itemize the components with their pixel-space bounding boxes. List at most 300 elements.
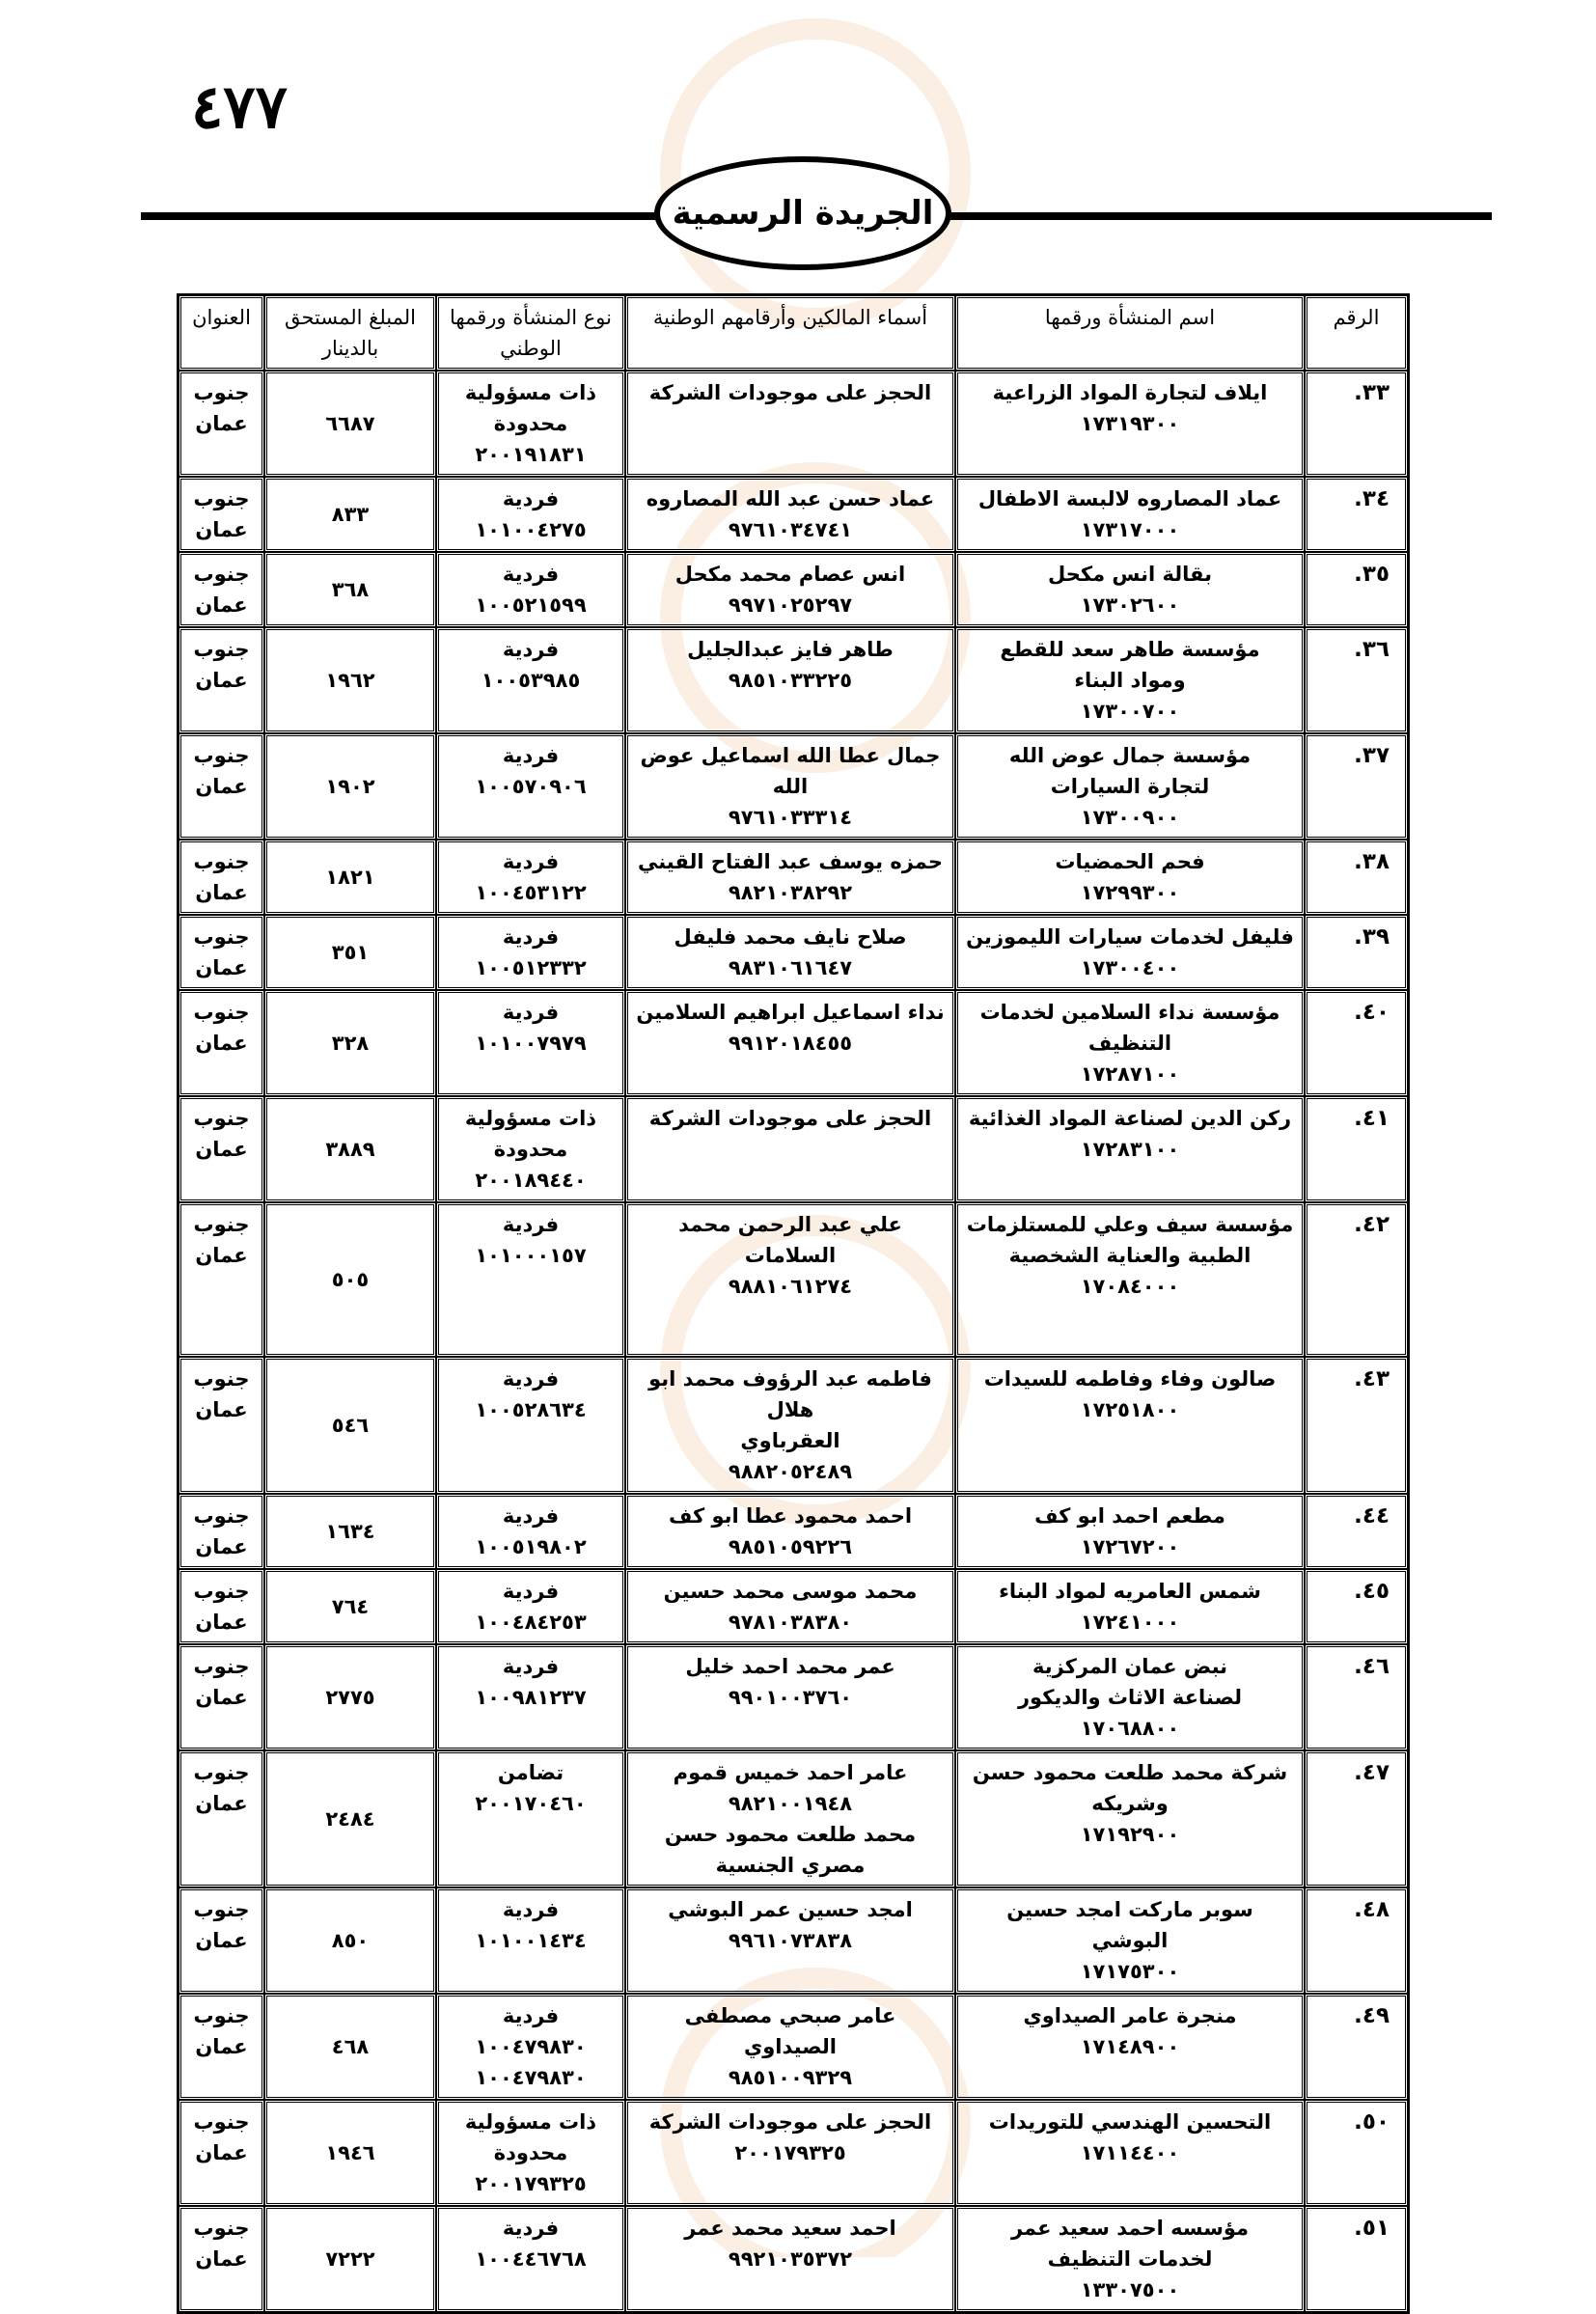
cell-type [436,627,625,733]
cell-number: ٣٨. [1305,840,1408,915]
cell-owners-line: ٩٩٧١٠٢٥٢٩٧ [728,593,853,617]
cell-address-line: عمان [195,669,248,692]
cell-establishment [955,627,1305,733]
table-header-row [179,295,1408,371]
cell-type-line: ٢٠٠١٧٠٤٦٠ [475,1792,587,1815]
cell-type [436,371,625,477]
cell-address-line: جنوب [193,2004,250,2027]
cell-amount: ٧٦٤ [264,1569,436,1644]
cell-establishment-line: مؤسسة سيف وعلي للمستلزمات [966,1213,1294,1236]
cell-type-line: فردية [502,925,560,949]
cell-establishment-line: ١٧٣١٧٠٠٠ [1080,518,1180,541]
cell-address [179,1202,264,1357]
table-row [179,1202,1408,1357]
cell-type-line: فردية [502,1213,560,1236]
cell-number: ٣٩. [1305,915,1408,990]
cell-address-line: جنوب [193,925,250,949]
cell-establishment [955,1569,1305,1644]
cell-type-line: محدودة [493,412,568,435]
cell-address-line: جنوب [193,2217,250,2240]
table-row [179,733,1408,840]
cell-owners-line: ٩٩٦١٠٧٣٨٣٨ [728,1929,853,1952]
cell-owners [625,1357,955,1494]
cell-type-line: ١٠١٠٠١٤٣٤ [475,1929,587,1952]
cell-establishment-line: ١٧٣١٩٣٠٠ [1080,412,1180,435]
cell-type-line: ١٠١٠٠٠١٥٧ [475,1244,587,1267]
cell-owners [625,915,955,990]
cell-establishment-line: ١٧٢٩٩٣٠٠ [1080,881,1180,904]
cell-type [436,915,625,990]
cell-amount: ٣٨٨٩ [264,1096,436,1202]
cell-establishment-line: لتجارة السيارات [1050,775,1210,798]
cell-address [179,990,264,1096]
cell-type-line: فردية [502,1504,560,1528]
cell-amount: ٣٥١ [264,915,436,990]
cell-type [436,2206,625,2312]
cell-owners-line: عماد حسن عبد الله المصاروه [646,487,935,510]
cell-number: ٣٥. [1305,552,1408,627]
cell-type-line: ١٠٠٩٨١٢٣٧ [475,1686,587,1709]
cell-type [436,1202,625,1357]
table-row [179,477,1408,552]
cell-address-line: عمان [195,1398,248,1421]
cell-amount: ٣٦٨ [264,552,436,627]
cell-establishment-line: ١٧٠٨٤٠٠٠ [1080,1275,1180,1298]
cell-establishment [955,1750,1305,1887]
cell-owners [625,477,955,552]
cell-establishment-line: بقالة انس مكحل [1048,563,1212,586]
cell-type [436,1750,625,1887]
cell-owners-line: ٩٨٥١٠٠٩٣٢٩ [728,2066,853,2089]
cell-establishment-line: ١٧٣٠٠٧٠٠ [1080,700,1180,723]
cell-owners-line: الحجز على موجودات الشركة [648,1107,932,1130]
cell-type-line: ١٠٠٤٨٤٢٥٣ [475,1611,587,1634]
cell-type-line: ٢٠٠١٩١٨٣١ [475,443,587,466]
cell-establishment-line: سوبر ماركت امجد حسين البوشي [1006,1898,1253,1952]
cell-owners [625,733,955,840]
cell-address-line: جنوب [193,487,250,510]
cell-establishment-line: فحم الحمضيات [1055,850,1205,873]
cell-address-line: عمان [195,593,248,617]
cell-type-line: ٢٠٠١٨٩٤٤٠ [475,1169,587,1192]
cell-establishment [955,552,1305,627]
cell-owners-line: ٩٩٢١٠٣٥٣٧٢ [728,2247,853,2271]
cell-amount: ٥٤٦ [264,1357,436,1494]
cell-address-line: عمان [195,1929,248,1952]
cell-address-line: عمان [195,881,248,904]
cell-type-line: ١٠٠٥٢١٥٩٩ [475,593,587,617]
cell-address-line: عمان [195,518,248,541]
cell-type-line: فردية [502,1655,560,1678]
cell-establishment-line: ١٧٢٤١٠٠٠ [1080,1611,1180,1634]
cell-address-line: جنوب [193,1367,250,1391]
cell-address [179,2100,264,2206]
cell-type-line: ١٠٠٥٧٠٩٠٦ [475,775,587,798]
table-row [179,1357,1408,1494]
cell-owners-line: ٩٨٨١٠٦١٢٧٤ [728,1275,853,1298]
cell-address-line: جنوب [193,1761,250,1784]
cell-establishment-line: مؤسسة جمال عوض الله [1008,744,1252,767]
cell-establishment [955,733,1305,840]
cell-type-line: ١٠٠٤٤٦٧٦٨ [475,2247,587,2271]
cell-address-line: عمان [195,1792,248,1815]
cell-owners-line: ٩٩١٢٠١٨٤٥٥ [728,1032,853,1055]
cell-establishment-line: لصناعة الاثاث والديكور [1017,1686,1243,1709]
cell-establishment [955,1357,1305,1494]
table-row [179,552,1408,627]
cell-establishment-line: ١٧١٤٨٩٠٠ [1080,2035,1180,2058]
cell-establishment-line: ١٧٢٨٧١٠٠ [1080,1062,1180,1086]
cell-address [179,1357,264,1494]
cell-address-line: جنوب [193,850,250,873]
cell-type-line: فردية [502,2217,560,2240]
cell-address-line: جنوب [193,1213,250,1236]
cell-type-line: ذات مسؤولية [464,2110,597,2134]
cell-address [179,477,264,552]
cell-owners-line: علي عبد الرحمن محمد السلامات [678,1213,902,1267]
cell-number: ٤٣. [1305,1357,1408,1494]
cell-type-line: فردية [502,1367,560,1391]
cell-establishment-line: ١٧١٩٢٩٠٠ [1080,1823,1180,1846]
table-row [179,627,1408,733]
cell-address [179,627,264,733]
cell-number: ٥٠. [1305,2100,1408,2206]
cell-address [179,371,264,477]
cell-establishment-line: التحسين الهندسي للتوريدات [988,2110,1272,2134]
cell-owners-line: ٩٨٨٢٠٥٢٤٨٩ [728,1460,853,1483]
cell-address-line: جنوب [193,563,250,586]
cell-type [436,1887,625,1994]
table-row [179,2100,1408,2206]
cell-type [436,733,625,840]
cell-address-line: جنوب [193,638,250,661]
cell-address [179,552,264,627]
cell-establishment-line: ١٧٠٦٨٨٠٠ [1080,1717,1180,1740]
cell-owners [625,371,955,477]
cell-establishment-line: صالون وفاء وفاطمه للسيدات [983,1367,1277,1391]
cell-establishment-line: فليفل لخدمات سيارات الليموزين [966,925,1294,949]
cell-type [436,552,625,627]
cell-establishment [955,1494,1305,1569]
cell-type-line: ١٠٠٤٥٣١٢٢ [475,881,587,904]
cell-establishment [955,1202,1305,1357]
cell-type-line: فردية [502,638,560,661]
cell-establishment [955,990,1305,1096]
cell-establishment-line: شمس العامريه لمواد البناء [999,1580,1261,1603]
cell-type-line: فردية [502,563,560,586]
cell-establishment-line: ١٧٣٠٠٩٠٠ [1080,806,1180,829]
cell-address-line: عمان [195,1611,248,1634]
cell-owners [625,2206,955,2312]
cell-establishment-line: مطعم احمد ابو كف [1034,1504,1225,1528]
cell-address-line: عمان [195,956,248,979]
cell-amount: ٨٥٠ [264,1887,436,1994]
cell-establishment-line: ايلاف لتجارة المواد الزراعية [992,381,1268,404]
cell-address-line: جنوب [193,1001,250,1024]
cell-amount: ٨٣٣ [264,477,436,552]
cell-owners-line: ٩٨٢١٠٠١٩٤٨ [728,1792,853,1815]
table-row [179,840,1408,915]
records-table [177,293,1410,2314]
cell-owners [625,990,955,1096]
cell-address-line: عمان [195,412,248,435]
cell-type-line: ٢٠٠١٧٩٣٢٥ [475,2172,587,2195]
cell-establishment-line: ١٣٣٠٧٥٠٠ [1080,2278,1180,2301]
cell-number: ٤٢. [1305,1202,1408,1357]
cell-owners-line: العقرباوي [740,1429,840,1452]
cell-number: ٣٦. [1305,627,1408,733]
cell-owners-line: جمال عطا الله اسماعيل عوض الله [640,744,941,798]
cell-address-line: عمان [195,1535,248,1558]
cell-owners [625,1202,955,1357]
cell-establishment-line: ١٧٢٥١٨٠٠ [1080,1398,1180,1421]
cell-type-line: تضامن [497,1761,564,1784]
cell-establishment [955,840,1305,915]
cell-owners [625,1887,955,1994]
cell-type [436,477,625,552]
cell-establishment [955,371,1305,477]
cell-owners [625,1994,955,2100]
cell-amount: ٣٢٨ [264,990,436,1096]
cell-owners [625,1644,955,1750]
cell-owners-line: مصري الجنسية [715,1854,866,1877]
cell-amount: ١٩٠٢ [264,733,436,840]
cell-address [179,840,264,915]
table-row [179,2206,1408,2312]
cell-address [179,2206,264,2312]
cell-number: ٣٣. [1305,371,1408,477]
cell-type-line: ١٠٠٥٢٨٦٣٤ [475,1398,587,1421]
cell-establishment-line: ١٧٣٠٢٦٠٠ [1080,593,1180,617]
cell-type [436,990,625,1096]
cell-establishment [955,1994,1305,2100]
cell-type [436,1644,625,1750]
cell-amount: ٢٤٨٤ [264,1750,436,1887]
cell-establishment-line: مؤسسه احمد سعيد عمر [1010,2217,1250,2240]
cell-address [179,1644,264,1750]
cell-establishment [955,1887,1305,1994]
cell-owners [625,1096,955,1202]
cell-address [179,915,264,990]
cell-amount: ٧٢٢٢ [264,2206,436,2312]
cell-owners-line: ٩٩٠١٠٠٣٧٦٠ [728,1686,853,1709]
table-row [179,1096,1408,1202]
cell-address-line: جنوب [193,381,250,404]
cell-type-line: فردية [502,1001,560,1024]
cell-amount: ٦٦٨٧ [264,371,436,477]
cell-establishment-line: منجرة عامر الصيداوي [1023,2004,1237,2027]
cell-address-line: جنوب [193,1655,250,1678]
cell-address-line: عمان [195,1244,248,1267]
table-row [179,1994,1408,2100]
header-amount: المبلغ المستحق بالدينار [264,295,436,371]
cell-owners-line: محمد موسى محمد حسين [663,1580,918,1603]
cell-type-line: ١٠٠٥١٢٣٣٢ [475,956,587,979]
cell-number: ٣٧. [1305,733,1408,840]
cell-number: ٤٨. [1305,1887,1408,1994]
cell-owners [625,1750,955,1887]
cell-number: ٤٥. [1305,1569,1408,1644]
cell-owners-line: صلاح نايف محمد فليفل [674,925,907,949]
header-establishment: اسم المنشأة ورقمها [955,295,1305,371]
cell-owners-line: ٩٨٥١٠٣٣٢٢٥ [728,669,853,692]
cell-establishment-line: وشريكه [1091,1792,1169,1815]
cell-address-line: جنوب [193,2110,250,2134]
cell-type [436,1096,625,1202]
cell-type-line: ١٠٠٤٧٩٨٣٠ [475,2035,587,2058]
cell-number: ٣٤. [1305,477,1408,552]
cell-address-line: عمان [195,1032,248,1055]
table-row [179,1494,1408,1569]
cell-owners [625,2100,955,2206]
cell-address-line: عمان [195,1138,248,1161]
cell-type [436,840,625,915]
cell-establishment-line: عماد المصاروه لالبسة الاطفال [977,487,1282,510]
cell-establishment-line: شركة محمد طلعت محمود حسن [972,1761,1288,1784]
cell-number: ٤١. [1305,1096,1408,1202]
cell-owners [625,552,955,627]
cell-establishment [955,1644,1305,1750]
cell-address-line: عمان [195,2247,248,2271]
table-row [179,371,1408,477]
cell-owners-line: احمد سعيد محمد عمر [684,2217,896,2240]
cell-type-line: ذات مسؤولية [464,1107,597,1130]
cell-establishment [955,477,1305,552]
cell-establishment [955,2206,1305,2312]
cell-establishment-line: ركن الدين لصناعة المواد الغذائية [968,1107,1292,1130]
cell-owners-line: ٩٨٢١٠٣٨٢٩٢ [728,881,853,904]
cell-amount: ٥٠٥ [264,1202,436,1357]
cell-address [179,1887,264,1994]
cell-address [179,733,264,840]
cell-number: ٤٦. [1305,1644,1408,1750]
cell-establishment-line: مؤسسة نداء السلامين لخدمات [979,1001,1280,1024]
cell-address-line: جنوب [193,744,250,767]
cell-establishment [955,915,1305,990]
table-row [179,1569,1408,1644]
cell-owners-line: احمد محمود عطا ابو كف [668,1504,913,1528]
cell-number: ٤٧. [1305,1750,1408,1887]
cell-type-line: ١٠١٠٠٧٩٧٩ [475,1032,587,1055]
cell-owners [625,627,955,733]
cell-address [179,1494,264,1569]
cell-type-line: فردية [502,850,560,873]
cell-owners-line: ٩٧٨١٠٣٨٣٨٠ [728,1611,853,1634]
page-number: ٤٧٧ [191,71,288,142]
cell-owners [625,1494,955,1569]
cell-type-line: ١٠٠٥١٩٨٠٢ [475,1535,587,1558]
cell-type [436,1994,625,2100]
cell-establishment-line: ١٧٢٦٧٢٠٠ [1080,1535,1180,1558]
cell-type [436,1569,625,1644]
cell-type-line: فردية [502,487,560,510]
cell-address-line: عمان [195,1686,248,1709]
cell-type-line: فردية [502,1898,560,1921]
table-row [179,1750,1408,1887]
cell-owners-line: عامر صبحي مصطفى الصيداوي [684,2004,896,2058]
cell-type-line: ١٠٠٤٧٩٨٣٠ [475,2066,587,2089]
cell-establishment-line: ١٧٣٠٠٤٠٠ [1080,956,1180,979]
cell-type-line: محدودة [493,1138,568,1161]
cell-type-line: ١٠١٠٠٤٢٧٥ [475,518,587,541]
cell-number: ٤٤. [1305,1494,1408,1569]
cell-owners [625,840,955,915]
cell-type-line: محدودة [493,2141,568,2164]
cell-owners-line: فاطمه عبد الرؤوف محمد ابو هلال [648,1367,932,1421]
cell-owners-line: عمر محمد احمد خليل [685,1655,895,1678]
cell-type [436,1357,625,1494]
cell-amount: ١٩٦٢ [264,627,436,733]
cell-owners-line: نداء اسماعيل ابراهيم السلامين [636,1001,945,1024]
cell-address-line: عمان [195,2141,248,2164]
cell-establishment [955,1096,1305,1202]
cell-number: ٤٩. [1305,1994,1408,2100]
cell-establishment-line: ومواد البناء [1074,669,1186,692]
cell-type [436,1494,625,1569]
cell-number: ٤٠. [1305,990,1408,1096]
cell-owners-line: ٩٧٦١٠٣٣٣١٤ [728,806,853,829]
cell-owners-line: ٢٠٠١٧٩٣٢٥ [734,2141,846,2164]
cell-amount: ٤٦٨ [264,1994,436,2100]
cell-establishment-line: ١٧١١٤٤٠٠ [1080,2141,1180,2164]
cell-owners-line: محمد طلعت محمود حسن [664,1823,917,1846]
cell-establishment-line: التنظيف [1087,1032,1172,1055]
cell-type-line: فردية [502,744,560,767]
cell-owners-line: عامر احمد خميس قموم [673,1761,908,1784]
table-row [179,990,1408,1096]
table-row [179,915,1408,990]
cell-address-line: عمان [195,775,248,798]
cell-owners-line: الحجز على موجودات الشركة [648,381,932,404]
table-row [179,1887,1408,1994]
header-type: نوع المنشأة ورقمها الوطني [436,295,625,371]
cell-owners-line: ٩٨٣١٠٦١٦٤٧ [728,956,853,979]
cell-owners-line: حمزه يوسف عبد الفتاح القيني [637,850,944,873]
header-number: الرقم [1305,295,1408,371]
cell-amount: ١٩٤٦ [264,2100,436,2206]
cell-owners-line: ٩٧٦١٠٣٤٧٤١ [728,518,853,541]
cell-owners-line: امجد حسين عمر البوشي [668,1898,913,1921]
cell-amount: ٢٧٧٥ [264,1644,436,1750]
cell-address-line: عمان [195,2035,248,2058]
cell-address-line: جنوب [193,1898,250,1921]
cell-address-line: جنوب [193,1504,250,1528]
cell-address [179,1750,264,1887]
cell-type-line: ذات مسؤولية [464,381,597,404]
cell-address-line: جنوب [193,1580,250,1603]
cell-address-line: جنوب [193,1107,250,1130]
cell-owners [625,1569,955,1644]
cell-establishment [955,2100,1305,2206]
table-row [179,1644,1408,1750]
header-address: العنوان [179,295,264,371]
cell-type [436,2100,625,2206]
cell-address [179,1569,264,1644]
cell-owners-line: انس عصام محمد مكحل [674,563,906,586]
gazette-title: الجريدة الرسمية [654,156,951,270]
cell-owners-line: ٩٨٥١٠٥٩٢٢٦ [728,1535,853,1558]
cell-establishment-line: ١٧٢٨٣١٠٠ [1080,1138,1180,1161]
cell-establishment-line: لخدمات التنظيف [1047,2247,1213,2271]
header-owners: أسماء المالكين وأرقامهم الوطنية [625,295,955,371]
cell-establishment-line: نبض عمان المركزية [1032,1655,1228,1678]
cell-establishment-line: مؤسسة طاهر سعد للقطع [1000,638,1260,661]
cell-establishment-line: ١٧١٧٥٣٠٠ [1080,1960,1180,1983]
cell-owners-line: الحجز على موجودات الشركة [648,2110,932,2134]
cell-number: ٥١. [1305,2206,1408,2312]
cell-amount: ١٨٢١ [264,840,436,915]
cell-amount: ١٦٣٤ [264,1494,436,1569]
